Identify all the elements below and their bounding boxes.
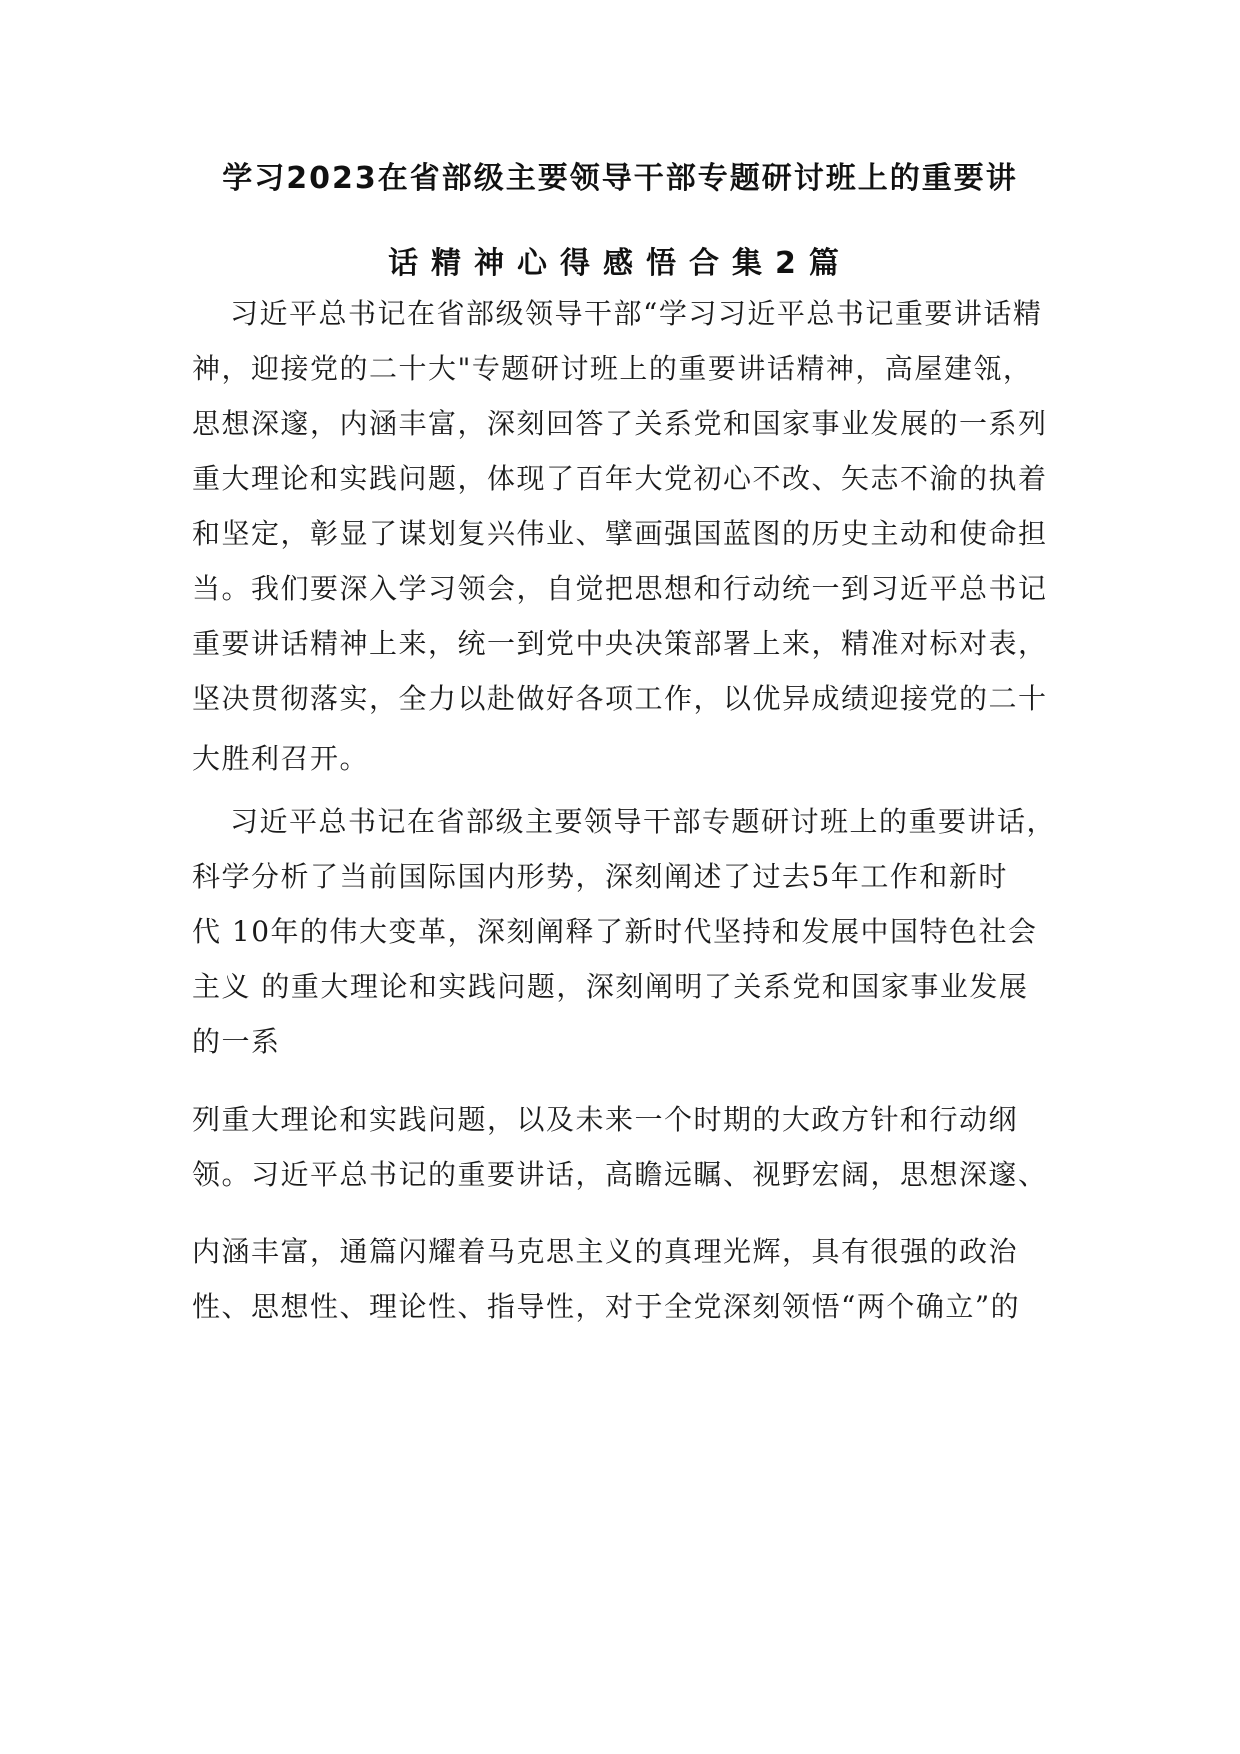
paragraph-line: 代 10年的伟大变革，深刻阐释了新时代坚持和发展中国特色社会 <box>192 915 1038 948</box>
paragraph-line: 习近平总书记在省部级主要领导干部专题研讨班上的重要讲话， <box>230 805 1057 838</box>
paragraph-line: 内涵丰富，通篇闪耀着马克思主义的真理光辉，具有很强的政治 <box>192 1235 1019 1268</box>
paragraph-line: 科学分析了当前国际国内形势，深刻阐述了过去5年工作和新时 <box>192 860 1008 893</box>
paragraph-line: 坚决贯彻落实，全力以赴做好各项工作，以优异成绩迎接党的二十 <box>192 682 1048 715</box>
paragraph-line: 主义 的重大理论和实践问题，深刻阐明了关系党和国家事业发展 <box>192 970 1029 1003</box>
paragraph-line: 领。习近平总书记的重要讲话，高瞻远瞩、视野宏阔，思想深邃、 <box>192 1158 1048 1191</box>
paragraph-line: 思想深邃，内涵丰富，深刻回答了关系党和国家事业发展的一系列 <box>192 407 1048 440</box>
document-title-line-2: 话精神心得感悟合集2篇 <box>388 246 852 281</box>
paragraph-line: 大胜利召开。 <box>192 742 370 775</box>
paragraph-line: 重要讲话精神上来，统一到党中央决策部署上来，精准对标对表， <box>192 627 1048 660</box>
paragraph-line: 性、思想性、理论性、指导性，对于全党深刻领悟“两个确立”的 <box>192 1290 1021 1323</box>
paragraph-line: 当。我们要深入学习领会，自觉把思想和行动统一到习近平总书记 <box>192 572 1048 605</box>
paragraph-line: 习近平总书记在省部级领导干部“学习习近平总书记重要讲话精 <box>230 297 1043 330</box>
paragraph-line: 的一系 <box>192 1025 281 1058</box>
paragraph-line: 神，迎接党的二十大"专题研讨班上的重要讲话精神，高屋建瓴， <box>192 352 1033 385</box>
paragraph-line: 和坚定，彰显了谋划复兴伟业、擘画强国蓝图的历史主动和使命担 <box>192 517 1048 550</box>
document-title-line-1: 学习2023在省部级主要领导干部专题研讨班上的重要讲 <box>222 161 1018 196</box>
paragraph-line: 列重大理论和实践问题，以及未来一个时期的大政方针和行动纲 <box>192 1103 1019 1136</box>
paragraph-line: 重大理论和实践问题，体现了百年大党初心不改、矢志不渝的执着 <box>192 462 1048 495</box>
